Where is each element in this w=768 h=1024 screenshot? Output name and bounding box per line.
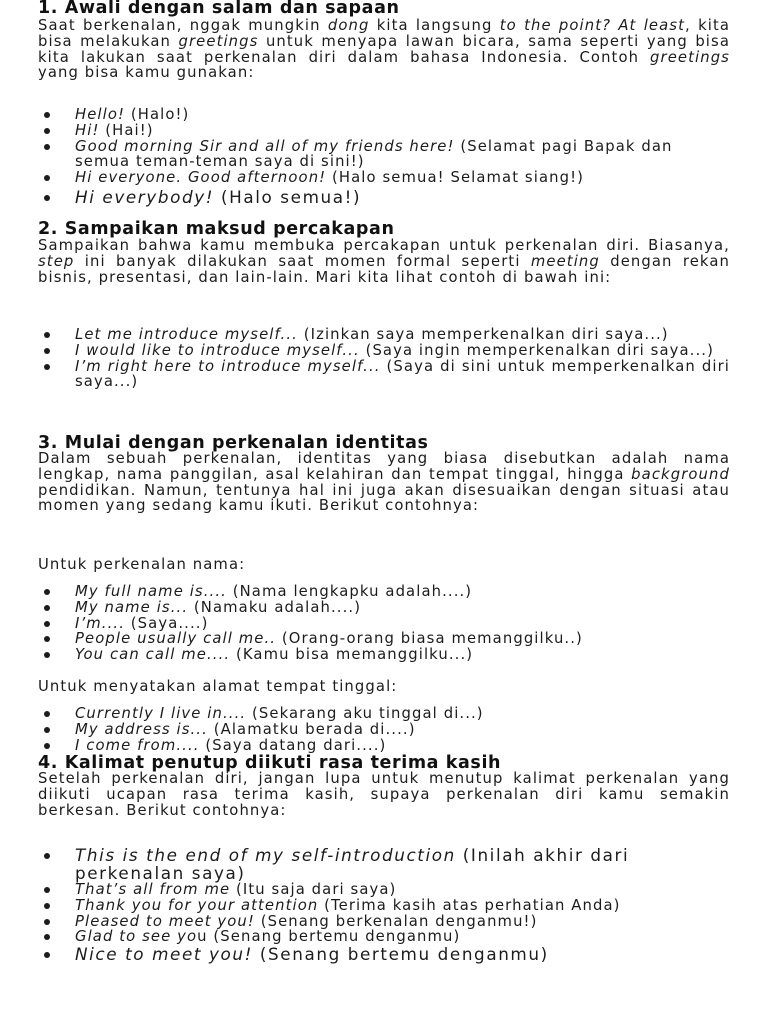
section-1-heading: 1. Awali dengan salam dan sapaan xyxy=(38,0,400,18)
section-4-heading: 4. Kalimat penutup diikuti rasa terima kasih xyxy=(38,753,502,773)
greetings-list xyxy=(38,107,730,206)
list-item: I’m.... (Saya....) xyxy=(38,616,730,632)
list-item: Hi everybody! (Halo semua!) xyxy=(38,188,730,206)
list-item: I would like to introduce myself... (Saya ingin memperkenalkan diri saya...) xyxy=(38,343,730,359)
list-item: Currently I live in.... (Sekarang aku tinggal di...) xyxy=(38,706,730,722)
list-item: That’s all from me (Itu saja dari saya) xyxy=(38,882,730,898)
list-item: I come from.... (Saya datang dari....) xyxy=(38,738,730,754)
list-item: My full name is.... (Nama lengkapku adalah....) xyxy=(38,584,730,600)
section-1-paragraph: Saat berkenalan, nggak mungkin dong kita langsung to the point? At least, kita bisa melakukan greetings untuk menyapa lawan bicara, sama seperti yang bisa kita lakukan saat perkenalan diri dalam bahasa Indonesia. Contoh greetings yang bisa kamu gunakan: xyxy=(38,17,731,82)
section-3-paragraph: Dalam sebuah perkenalan, identitas yang biasa disebutkan adalah nama lengkap, nama panggilan, asal kelahiran dan tempat tinggal, hingga background pendidikan. Namun, tentunya hal ini juga akan disesuaikan dengan situasi atau momen yang sedang kamu ikuti. Berikut contohnya: xyxy=(38,450,730,515)
section-2-paragraph: Sampaikan bahwa kamu membuka percakapan untuk perkenalan diri. Biasanya, step ini banyak dilakukan saat momen formal seperti meeting dengan rekan bisnis, presentasi, dan lain-lain. Mari kita lihat contoh di bawah ini: xyxy=(38,237,730,286)
list-item: My name is... (Namaku adalah....) xyxy=(38,600,730,616)
list-item: Nice to meet you! (Senang bertemu denganmu) xyxy=(38,945,635,963)
list-item: Glad to see you (Senang bertemu denganmu) xyxy=(38,929,730,945)
address-list xyxy=(38,706,730,753)
section-3-heading: 3. Mulai dengan perkenalan identitas xyxy=(38,433,429,453)
section-4-paragraph: Setelah perkenalan diri, jangan lupa untuk menutup kalimat perkenalan yang diikuti ucapan rasa terima kasih, supaya perkenalan diri kamu semakin berkesan. Berikut contohnya: xyxy=(38,770,730,819)
list-item: I’m right here to introduce myself... (Saya di sini untuk memperkenalkan diri saya...) xyxy=(38,359,730,391)
intent-list xyxy=(38,327,730,390)
section-2-heading: 2. Sampaikan maksud percakapan xyxy=(38,219,395,239)
list-item: People usually call me.. (Orang-orang biasa memanggilku..) xyxy=(38,631,655,647)
list-item: Hi! (Hai!) xyxy=(38,123,730,139)
closing-list xyxy=(38,846,730,963)
list-item: Good morning Sir and all of my friends here! (Selamat pagi Bapak dan semua teman-teman saya di sini!) xyxy=(38,139,730,171)
list-item: Thank you for your attention (Terima kasih atas perhatian Anda) xyxy=(38,898,675,914)
list-item: Hello! (Halo!) xyxy=(38,107,730,123)
list-item: You can call me.... (Kamu bisa memanggilku...) xyxy=(38,647,730,663)
address-subheading: Untuk menyatakan alamat tempat tinggal: xyxy=(38,678,398,695)
list-item: My address is... (Alamatku berada di....) xyxy=(38,722,730,738)
list-item: Hi everyone. Good afternoon! (Halo semua! Selamat siang!) xyxy=(38,170,695,186)
list-item: Pleased to meet you! (Senang berkenalan denganmu!) xyxy=(38,914,655,930)
list-item: Let me introduce myself... (Izinkan saya memperkenalkan diri saya...) xyxy=(38,327,730,343)
name-intro-subheading: Untuk perkenalan nama: xyxy=(38,556,246,573)
name-intro-list xyxy=(38,584,730,663)
list-item: This is the end of my self-introduction (Inilah akhir dari perkenalan saya) xyxy=(38,846,730,882)
